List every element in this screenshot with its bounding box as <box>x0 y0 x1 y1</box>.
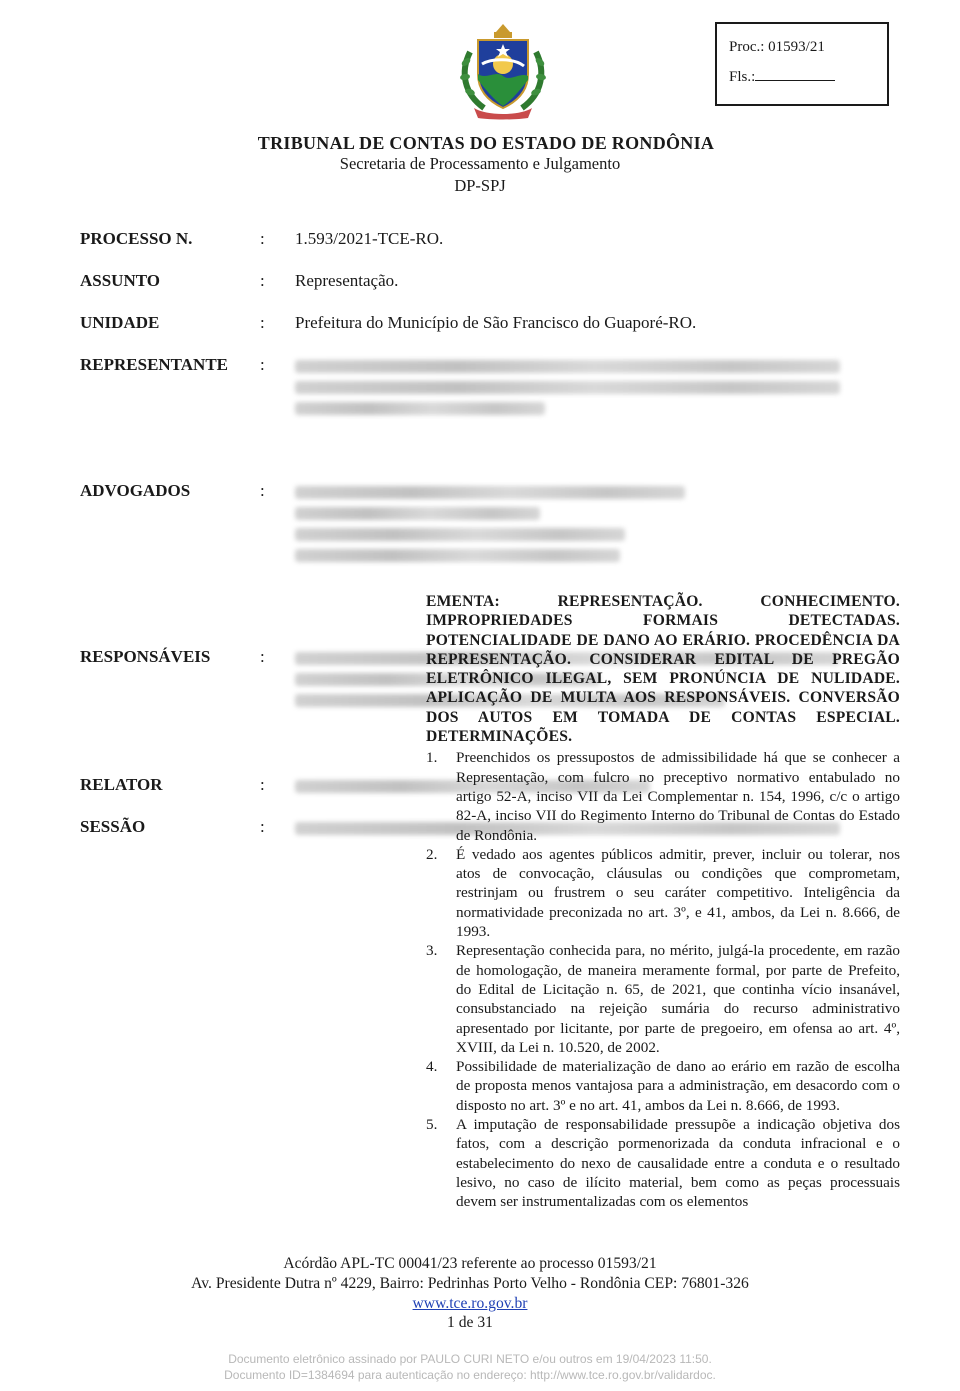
redacted-line <box>295 381 840 394</box>
item-text: Possibilidade de materialização de dano ao erário em razão de escolha de proposta menos vantajosa para a administração, em desacordo com o disposto no art. 3º e no art. 41, ambos da Lei n. 8.666, de 1993. <box>456 1058 900 1114</box>
redacted-line <box>295 549 620 562</box>
footer-acordao: Acórdão APL-TC 00041/23 referente ao processo 01593/21 <box>283 1255 657 1272</box>
processo-value: 1.593/2021-TCE-RO. <box>295 229 444 248</box>
separator: : <box>260 775 265 794</box>
item-number: 2. <box>426 845 438 863</box>
ementa-text: EMENTA: REPRESENTAÇÃO. CONHECIMENTO. IMPROPRIEDADES FORMAIS DETECTADAS. POTENCIALIDADE DE DANO AO ERÁRIO. PROCEDÊNCIA DA REPRESENTAÇÃO. CONSIDERAR EDITAL DE PREGÃO ELETRÔNICO ILEGAL, SEM PRONÚNCIA DE NULIDADE. APLICAÇÃO DE MULTA AOS RESPONSÁVEIS. CONVERSÃO DOS AUTOS EM TOMADA DE CONTAS ESPECIAL. DETERMINAÇÕES. <box>426 593 900 746</box>
assunto-value: Representação. <box>295 271 399 290</box>
redacted-line <box>295 486 685 499</box>
fls-field: Fls.: <box>729 62 875 92</box>
advogados-redacted <box>295 481 840 570</box>
redacted-line <box>295 528 625 541</box>
representante-redacted <box>295 355 840 423</box>
advogados-label: ADVOGADOS <box>80 481 191 500</box>
page-number: 1 de 31 <box>447 1314 493 1331</box>
item-number: 4. <box>426 1058 438 1076</box>
court-dept: DP-SPJ <box>454 176 506 195</box>
separator: : <box>260 271 265 290</box>
signature-line-2: Documento ID=1384694 para autenticação no endereço: http://www.tce.ro.gov.br/validardoc. <box>224 1368 716 1382</box>
item-number: 1. <box>426 749 438 767</box>
item-number: 5. <box>426 1116 438 1134</box>
responsaveis-label: RESPONSÁVEIS <box>80 647 211 666</box>
unidade-value: Prefeitura do Município de São Francisco do Guaporé-RO. <box>295 313 697 332</box>
row-unidade <box>80 313 900 334</box>
separator: : <box>260 355 265 374</box>
footer-link-wrap <box>0 1295 940 1313</box>
row-advogados <box>80 481 900 564</box>
item-text: É vedado aos agentes públicos admitir, prever, incluir ou tolerar, nos atos de convocação, cláusulas ou condições que comprometam, restrinjam ou frustrem o seu caráter competitivo. Inteligência da normatividade preconizada no art. 3º, e 41, ambos, da Lei n. 8.666, de 1993. <box>456 845 900 941</box>
ementa-item <box>426 748 900 844</box>
signature-line-1: Documento eletrônico assinado por PAULO CURI NETO e/ou outros em 19/04/2023 11:50. <box>228 1352 712 1366</box>
proc-number: Proc.: 01593/21 <box>729 39 825 55</box>
sessao-label: SESSÃO <box>80 817 146 836</box>
separator: : <box>260 313 265 332</box>
website-link[interactable]: www.tce.ro.gov.br <box>412 1295 528 1312</box>
footer-address: Av. Presidente Dutra nº 4229, Bairro: Pedrinhas Porto Velho - Rondônia CEP: 76801-326 <box>191 1275 749 1292</box>
ementa-items <box>426 748 900 1211</box>
ementa-item <box>426 941 900 1057</box>
redacted-line <box>295 360 840 373</box>
separator: : <box>260 817 265 836</box>
ementa-item <box>426 1115 900 1211</box>
unidade-label: UNIDADE <box>80 313 160 332</box>
rondonia-coat-of-arms-icon <box>456 22 550 120</box>
ementa-block <box>426 592 900 1212</box>
ementa-item <box>426 845 900 941</box>
redacted-line <box>295 402 545 415</box>
processo-label: PROCESSO N. <box>80 229 193 248</box>
court-title: TRIBUNAL DE CONTAS DO ESTADO DE RONDÔNIA <box>257 133 715 153</box>
row-assunto <box>80 271 900 292</box>
item-number: 3. <box>426 942 438 960</box>
row-representante <box>80 355 900 418</box>
process-stamp-box <box>715 22 889 106</box>
assunto-label: ASSUNTO <box>80 271 160 290</box>
representante-label: REPRESENTANTE <box>80 355 228 374</box>
separator: : <box>260 481 265 500</box>
separator: : <box>260 229 265 248</box>
item-text: Representação conhecida para, no mérito, julgá-la procedente, em razão de homologação, de maneira meramente formal, por parte de Prefeito, do Edital de Licitação n. 65, de 2021, que continha vício insanável, consubstanciado na rejeição sumária do recurso administrativo apresentado por licitante, por parte de pregoeiro, em ofensa ao art. 4º, XVIII, da Lei n. 10.520, de 2002. <box>456 942 900 1056</box>
redacted-line <box>295 507 540 520</box>
relator-label: RELATOR <box>80 775 163 794</box>
separator: : <box>260 647 265 666</box>
fls-blank-line <box>755 66 835 81</box>
ementa-item <box>426 1057 900 1115</box>
row-processo <box>80 229 900 250</box>
item-text: Preenchidos os pressupostos de admissibilidade há que se conhecer a Representação, com fulcro no preceptivo normativo entabulado no artigo 52-A, inciso VII da Lei Complementar n. 154, 1996, c/c o artigo 82-A, inciso VII do Regimento Interno do Tribunal de Contas do Estado de Rondônia. <box>456 749 900 844</box>
item-text: A imputação de responsabilidade pressupõe a indicação objetiva dos fatos, com a descrição pormenorizada da conduta infracional e o estabelecimento do nexo de causalidade entre a conduta e o resultado lesivo, no caso de ilícito material, bem como as peças processuais devem ser instrumentalizadas com os elementos <box>456 1116 900 1211</box>
court-subtitle: Secretaria de Processamento e Julgamento <box>339 154 621 173</box>
